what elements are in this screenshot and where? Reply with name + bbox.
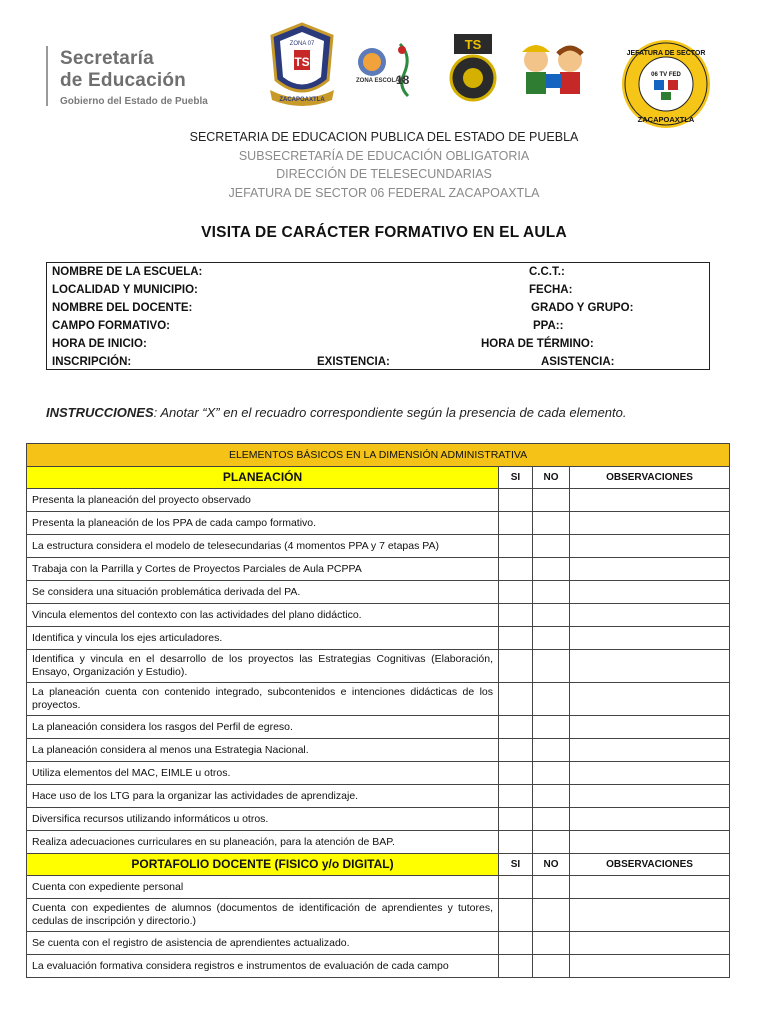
label-inscripcion: INSCRIPCIÓN: (52, 356, 132, 368)
crest-banner-text: ZACAPOAXTLA (279, 97, 325, 103)
title-jefatura: JEFATURA DE SECTOR 06 FEDERAL ZACAPOAXTLA (228, 186, 540, 200)
title-direccion: DIRECCIÓN DE TELESECUNDARIAS (276, 167, 492, 181)
sep-logo-line1: Secretaría (60, 48, 154, 69)
col-si-header: SI (499, 467, 533, 489)
item-description: La planeación considera al menos una Estrategia Nacional. (27, 739, 499, 762)
table-row (27, 955, 730, 978)
observaciones-cell[interactable] (570, 683, 730, 716)
observaciones-cell[interactable] (570, 876, 730, 899)
observaciones-cell[interactable] (570, 489, 730, 512)
observaciones-cell[interactable] (570, 650, 730, 683)
sep-logo-line3: Gobierno del Estado de Puebla (60, 96, 208, 107)
zona-escolar-text: ZONA ESCOLAR (356, 78, 404, 84)
school-info-box (46, 262, 710, 370)
table-row (27, 650, 730, 683)
no-checkbox-cell[interactable] (533, 808, 570, 831)
label-fecha: FECHA: (529, 284, 573, 296)
no-checkbox-cell[interactable] (533, 762, 570, 785)
si-checkbox-cell[interactable] (499, 808, 533, 831)
table-row (27, 932, 730, 955)
table-row (27, 683, 730, 716)
table-row (27, 512, 730, 535)
label-existencia: EXISTENCIA: (317, 356, 390, 368)
item-description: Identifica y vincula en el desarrollo de los proyectos las Estrategias Cognitivas (Elaboración, Ensayo, Organización y Estudio). (27, 650, 499, 683)
item-description: Presenta la planeación del proyecto observado (27, 489, 499, 512)
si-checkbox-cell[interactable] (499, 876, 533, 899)
table-row (27, 489, 730, 512)
item-description: Trabaja con la Parrilla y Cortes de Proyectos Parciales de Aula PCPPA (27, 558, 499, 581)
item-description: Se cuenta con el registro de asistencia de aprendientes actualizado. (27, 932, 499, 955)
ts-zona-badge-icon (448, 32, 498, 104)
observaciones-cell[interactable] (570, 581, 730, 604)
item-description: La planeación cuenta con contenido integrado, subcontenidos e intenciones didácticas de los proyectos. (27, 683, 499, 716)
no-checkbox-cell[interactable] (533, 876, 570, 899)
logo-divider (46, 46, 48, 106)
no-checkbox-cell[interactable] (533, 831, 570, 854)
si-checkbox-cell[interactable] (499, 785, 533, 808)
table-row (27, 762, 730, 785)
item-description: Vincula elementos del contexto con las actividades del plano didáctico. (27, 604, 499, 627)
sep-logo-line2: de Educación (60, 70, 186, 91)
si-checkbox-cell[interactable] (499, 831, 533, 854)
label-ppa: PPA:: (533, 320, 564, 332)
label-inicio: HORA DE INICIO: (52, 338, 147, 350)
col-no-header: NO (533, 854, 570, 876)
jefatura-sector-seal-icon (620, 38, 712, 130)
table-row (27, 558, 730, 581)
table-row (27, 808, 730, 831)
no-checkbox-cell[interactable] (533, 535, 570, 558)
ts-badge-text: TS (464, 37, 482, 52)
crest-zona-text: ZONA 07 (289, 41, 315, 47)
label-escuela: NOMBRE DE LA ESCUELA: (52, 266, 203, 278)
si-checkbox-cell[interactable] (499, 716, 533, 739)
crest-ts-text: TS (294, 55, 310, 69)
no-checkbox-cell[interactable] (533, 489, 570, 512)
item-description: Se considera una situación problemática derivada del PA. (27, 581, 499, 604)
observaciones-cell[interactable] (570, 955, 730, 978)
observaciones-cell[interactable] (570, 716, 730, 739)
label-cct: C.C.T.: (529, 266, 565, 278)
no-checkbox-cell[interactable] (533, 558, 570, 581)
observaciones-cell[interactable] (570, 762, 730, 785)
si-checkbox-cell[interactable] (499, 899, 533, 932)
table-main-header: ELEMENTOS BÁSICOS EN LA DIMENSIÓN ADMINISTRATIVA (27, 444, 730, 467)
si-checkbox-cell[interactable] (499, 489, 533, 512)
observaciones-cell[interactable] (570, 627, 730, 650)
si-checkbox-cell[interactable] (499, 581, 533, 604)
table-row (27, 831, 730, 854)
observaciones-cell[interactable] (570, 808, 730, 831)
school-crest-icon (266, 22, 338, 108)
observaciones-cell[interactable] (570, 831, 730, 854)
col-obs-header: OBSERVACIONES (570, 854, 730, 876)
table-row (27, 876, 730, 899)
label-localidad: LOCALIDAD Y MUNICIPIO: (52, 284, 198, 296)
sep-logo (46, 44, 246, 110)
seal-ring-text: JEFATURA DE SECTOR (626, 50, 706, 57)
zona-escolar-18-icon (352, 38, 422, 100)
item-description: La planeación considera los rasgos del Perfil de egreso. (27, 716, 499, 739)
no-checkbox-cell[interactable] (533, 716, 570, 739)
seal-inner-text: 06 TV FED (651, 72, 681, 78)
observaciones-cell[interactable] (570, 785, 730, 808)
table-row (27, 739, 730, 762)
table-row (27, 604, 730, 627)
no-checkbox-cell[interactable] (533, 739, 570, 762)
si-checkbox-cell[interactable] (499, 955, 533, 978)
instructions-text: : Anotar “X” en el recuadro correspondiente según la presencia de cada elemento. (153, 405, 627, 420)
item-description: Identifica y vincula los ejes articuladores. (27, 627, 499, 650)
item-description: Realiza adecuaciones curriculares en su planeación, para la atención de BAP. (27, 831, 499, 854)
label-grado: GRADO Y GRUPO: (531, 302, 634, 314)
si-checkbox-cell[interactable] (499, 650, 533, 683)
item-description: Utiliza elementos del MAC, EIMLE u otros. (27, 762, 499, 785)
si-checkbox-cell[interactable] (499, 627, 533, 650)
label-asistencia: ASISTENCIA: (541, 356, 615, 368)
no-checkbox-cell[interactable] (533, 604, 570, 627)
item-description: La evaluación formativa considera registros e instrumentos de evaluación de cada campo (27, 955, 499, 978)
no-checkbox-cell[interactable] (533, 650, 570, 683)
label-campo: CAMPO FORMATIVO: (52, 320, 170, 332)
observaciones-cell[interactable] (570, 512, 730, 535)
observaciones-cell[interactable] (570, 535, 730, 558)
no-checkbox-cell[interactable] (533, 683, 570, 716)
si-checkbox-cell[interactable] (499, 683, 533, 716)
zona-18-text: 18 (396, 73, 410, 87)
no-checkbox-cell[interactable] (533, 512, 570, 535)
no-checkbox-cell[interactable] (533, 955, 570, 978)
col-si-header: SI (499, 854, 533, 876)
item-description: La estructura considera el modelo de telesecundarias (4 momentos PPA y 7 etapas PA) (27, 535, 499, 558)
table-row (27, 785, 730, 808)
table-row (27, 716, 730, 739)
observaciones-cell[interactable] (570, 739, 730, 762)
col-obs-header: OBSERVACIONES (570, 467, 730, 489)
item-description: Presenta la planeación de los PPA de cada campo formativo. (27, 512, 499, 535)
si-checkbox-cell[interactable] (499, 739, 533, 762)
si-checkbox-cell[interactable] (499, 762, 533, 785)
section-portafolio-header: PORTAFOLIO DOCENTE (FISICO y/o DIGITAL) (27, 854, 499, 876)
children-cartoon-icon (516, 38, 592, 102)
item-description: Cuenta con expedientes de alumnos (documentos de identificación de aprendientes y tutores, cedulas de inscripción y directorio.) (27, 899, 499, 932)
col-no-header: NO (533, 467, 570, 489)
page-title: VISITA DE CARÁCTER FORMATIVO EN EL AULA (201, 224, 567, 241)
label-termino: HORA DE TÉRMINO: (481, 338, 594, 350)
checklist-table (26, 443, 730, 978)
section-planeacion-header: PLANEACIÓN (27, 467, 499, 489)
si-checkbox-cell[interactable] (499, 604, 533, 627)
si-checkbox-cell[interactable] (499, 932, 533, 955)
no-checkbox-cell[interactable] (533, 899, 570, 932)
item-description: Hace uso de los LTG para la organizar las actividades de aprendizaje. (27, 785, 499, 808)
seal-bottom-text: ZACAPOAXTLA (637, 115, 695, 124)
no-checkbox-cell[interactable] (533, 932, 570, 955)
observaciones-cell[interactable] (570, 932, 730, 955)
no-checkbox-cell[interactable] (533, 627, 570, 650)
table-row (27, 627, 730, 650)
title-sep-puebla: SECRETARIA DE EDUCACION PUBLICA DEL ESTADO DE PUEBLA (189, 130, 579, 144)
label-docente: NOMBRE DEL DOCENTE: (52, 302, 193, 314)
si-checkbox-cell[interactable] (499, 512, 533, 535)
no-checkbox-cell[interactable] (533, 581, 570, 604)
no-checkbox-cell[interactable] (533, 785, 570, 808)
item-description: Cuenta con expediente personal (27, 876, 499, 899)
instructions (46, 405, 627, 420)
table-row (27, 581, 730, 604)
table-row (27, 535, 730, 558)
observaciones-cell[interactable] (570, 604, 730, 627)
si-checkbox-cell[interactable] (499, 535, 533, 558)
instructions-label: INSTRUCCIONES (46, 405, 154, 420)
si-checkbox-cell[interactable] (499, 558, 533, 581)
table-row (27, 899, 730, 932)
item-description: Diversifica recursos utilizando informáticos u otros. (27, 808, 499, 831)
observaciones-cell[interactable] (570, 899, 730, 932)
title-subsecretaria: SUBSECRETARÍA DE EDUCACIÓN OBLIGATORIA (238, 149, 530, 163)
observaciones-cell[interactable] (570, 558, 730, 581)
